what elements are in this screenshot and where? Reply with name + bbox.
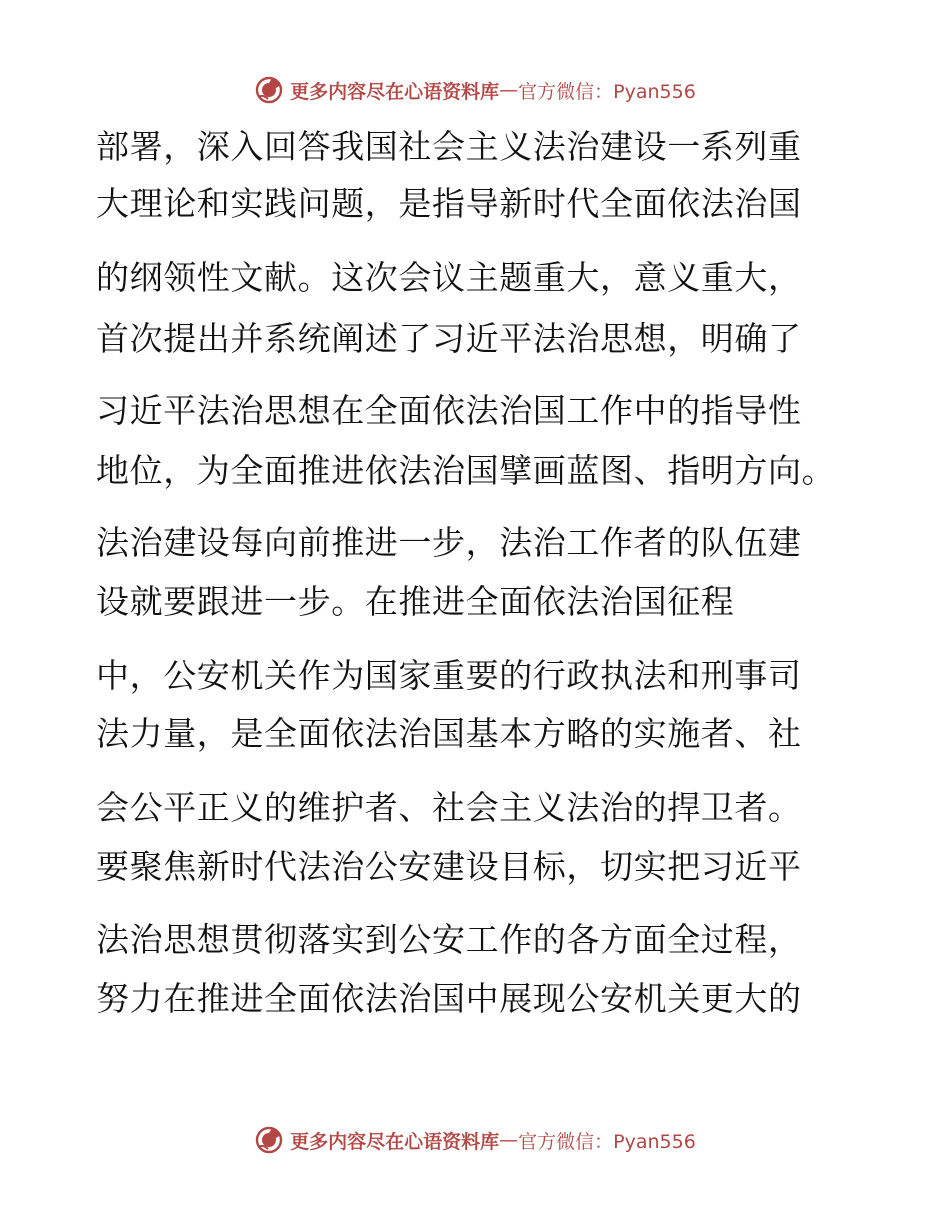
- banner-text: 更多内容尽在心语资料库: [290, 1130, 500, 1153]
- body-line: 要聚焦新时代法治公安建设目标，切实把习近平: [96, 847, 802, 886]
- body-line: 首次提出并系统阐述了习近平法治思想，明确了: [96, 319, 802, 358]
- body-line: 的纲领性文献。这次会议主题重大，意义重大，: [96, 258, 802, 297]
- banner-separator: —: [499, 1129, 519, 1151]
- body-line: 法治建设每向前推进一步，法治工作者的队伍建: [96, 523, 802, 562]
- banner-text: 更多内容尽在心语资料库: [290, 80, 500, 103]
- body-line: 会公平正义的维护者、社会主义法治的捍卫者。: [96, 788, 802, 827]
- banner-wechat: 官方微信：Pyan556: [518, 1130, 696, 1153]
- body-line: 法力量，是全面依法治国基本方略的实施者、社: [96, 714, 802, 753]
- body-line: 努力在推进全面依法治国中展现公安机关更大的: [96, 979, 802, 1018]
- banner-separator: —: [499, 79, 519, 101]
- footer-banner: [0, 1120, 950, 1160]
- body-line: 部署，深入回答我国社会主义法治建设一系列重: [96, 127, 802, 166]
- body-line: 大理论和实践问题，是指导新时代全面依法治国: [96, 184, 802, 223]
- body-line: 设就要跟进一步。在推进全面依法治国征程: [96, 582, 735, 621]
- banner-wechat: 官方微信：Pyan556: [518, 80, 696, 103]
- body-line: 中，公安机关作为国家重要的行政执法和刑事司: [96, 656, 802, 695]
- body-line: 习近平法治思想在全面依法治国工作中的指导性: [96, 391, 802, 430]
- body-line: 法治思想贯彻落实到公安工作的各方面全过程，: [96, 920, 802, 959]
- body-line: 地位，为全面推进依法治国擘画蓝图、指明方向。: [96, 451, 836, 490]
- pen-nib-seal-icon: [254, 1125, 284, 1155]
